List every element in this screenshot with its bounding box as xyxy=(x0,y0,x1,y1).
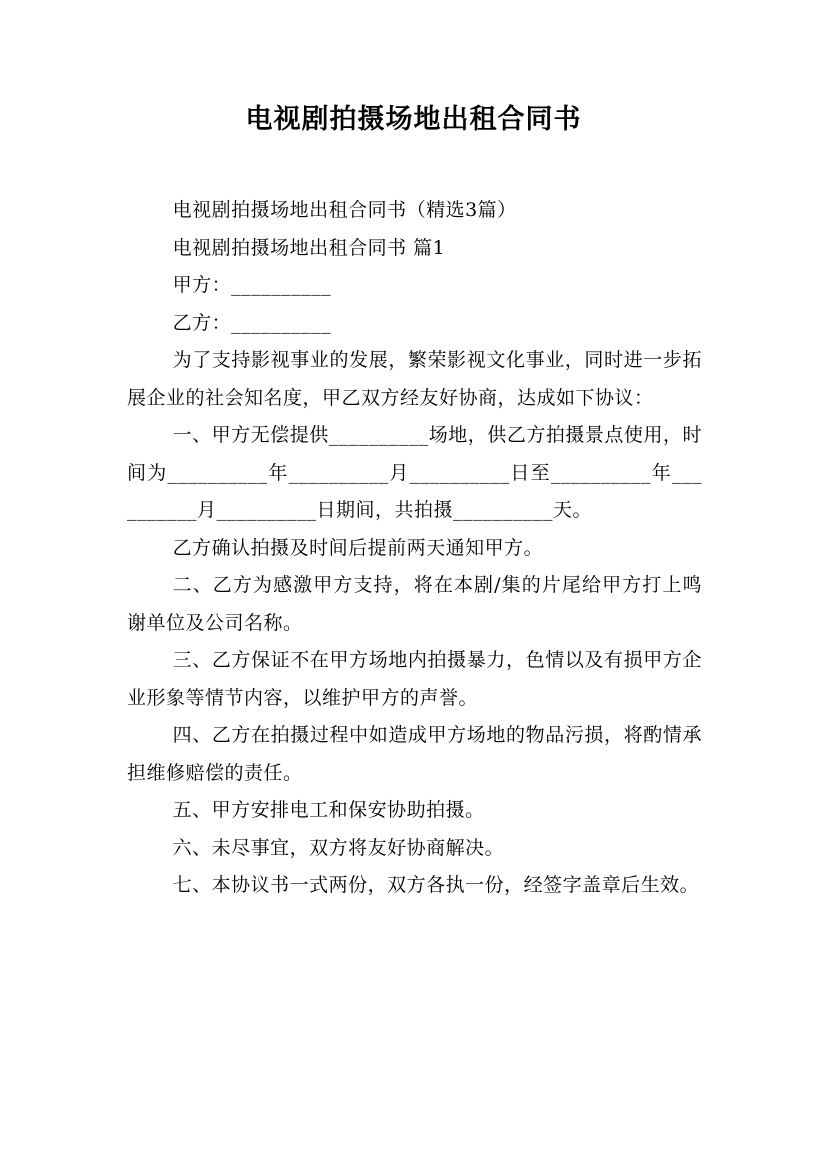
paragraph-clause-3: 三、乙方保证不在甲方场地内拍摄暴力，色情以及有损甲方企业形象等情节内容，以维护甲方的声誉。 xyxy=(127,649,702,709)
paragraph-preamble: 为了支持影视事业的发展，繁荣影视文化事业，同时进一步拓展企业的社会知名度，甲乙双方经友好协商，达成如下协议： xyxy=(127,349,702,409)
paragraph-clause-2: 二、乙方为感激甲方支持，将在本剧/集的片尾给甲方打上鸣谢单位及公司名称。 xyxy=(127,574,702,634)
document-body xyxy=(127,192,702,905)
paragraph-clause-1: 一、甲方无偿提供__________场地，供乙方拍摄景点使用，时间为__________年__________月__________日至__________年__________月__________日期间，共拍摄__________天。 xyxy=(127,424,702,521)
paragraph-section-heading: 电视剧拍摄场地出租合同书 篇1 xyxy=(172,236,446,259)
paragraph-clause-6: 六、未尽事宜，双方将友好协商解决。 xyxy=(172,836,505,859)
paragraph-clause-5: 五、甲方安排电工和保安协助拍摄。 xyxy=(172,799,485,821)
document-title: 电视剧拍摄场地出租合同书 xyxy=(245,104,582,135)
paragraph-clause-7: 七、本协议书一式两份，双方各执一份，经签字盖章后生效。 xyxy=(172,874,700,896)
paragraph-party-a: 甲方：__________ xyxy=(172,274,332,296)
paragraph-clause-1-note: 乙方确认拍摄及时间后提前两天通知甲方。 xyxy=(172,536,544,559)
paragraph-party-b: 乙方：__________ xyxy=(172,311,332,334)
paragraph-clause-4: 四、乙方在拍摄过程中如造成甲方场地的物品污损，将酌情承担维修赔偿的责任。 xyxy=(127,724,702,784)
paragraph-subtitle: 电视剧拍摄场地出租合同书（精选3篇） xyxy=(172,199,517,221)
